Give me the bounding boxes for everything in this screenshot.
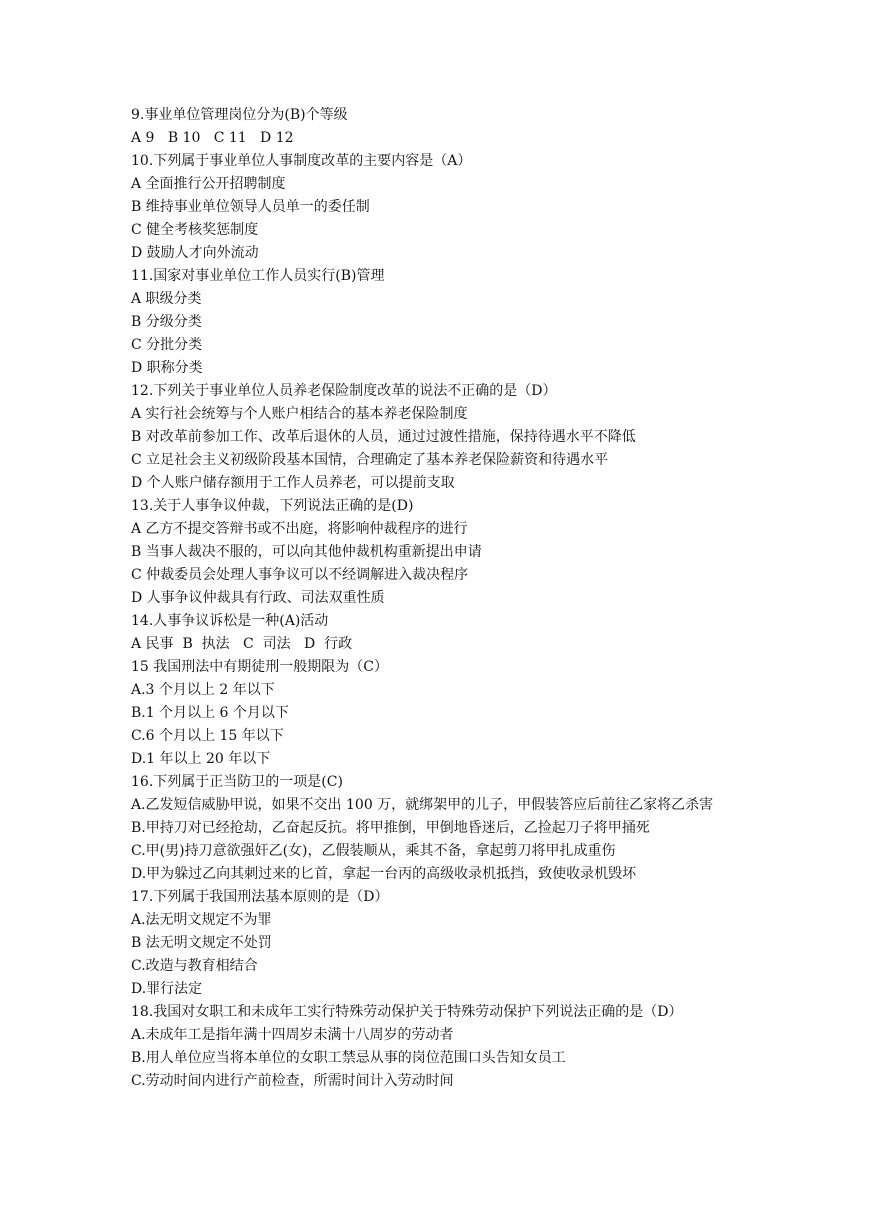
text-line: C.甲(男)持刀意欲强奸乙(女)，乙假装顺从，乘其不备，拿起剪刀将甲扎成重伤 xyxy=(131,843,616,859)
text-line: C.劳动时间内进行产前检查，所需时间计入劳动时间 xyxy=(131,1073,454,1089)
text-line: B 法无明文规定不处罚 xyxy=(131,935,272,951)
text-line: B 分级分类 xyxy=(131,314,202,330)
text-line: D 鼓励人才向外流动 xyxy=(131,245,259,261)
text-line: D 职称分类 xyxy=(131,360,203,376)
text-line: A.法无明文规定不为罪 xyxy=(131,912,272,928)
text-line: A.3 个月以上 2 年以下 xyxy=(131,682,275,698)
text-line: A 9 B 10 C 11 D 12 xyxy=(131,130,294,146)
text-line: B.甲持刀对已经抢劫，乙奋起反抗。将甲推倒，甲倒地昏迷后，乙捡起刀子将甲捅死 xyxy=(131,820,650,836)
text-line: C 仲裁委员会处理人事争议可以不经调解进入裁决程序 xyxy=(131,567,469,583)
text-line: 9.事业单位管理岗位分为(B)个等级 xyxy=(131,107,348,123)
text-line: C.改造与教育相结合 xyxy=(131,958,258,974)
text-line: B 对改革前参加工作、改革后退休的人员，通过过渡性措施，保持待遇水平不降低 xyxy=(131,429,636,445)
text-line: C 健全考核奖惩制度 xyxy=(131,222,259,238)
text-line: B.用人单位应当将本单位的女职工禁忌从事的岗位范围口头告知女员工 xyxy=(131,1050,566,1066)
text-line: A 实行社会统筹与个人账户相结合的基本养老保险制度 xyxy=(131,406,468,422)
text-line: A.未成年工是指年满十四周岁未满十八周岁的劳动者 xyxy=(131,1027,454,1043)
text-line: 13.关于人事争议仲裁，下列说法正确的是(D) xyxy=(131,498,414,514)
text-line: B.1 个月以上 6 个月以下 xyxy=(131,705,289,721)
text-line: B 维持事业单位领导人员单一的委任制 xyxy=(131,199,370,215)
text-line: C 立足社会主义初级阶段基本国情，合理确定了基本养老保险薪资和待遇水平 xyxy=(131,452,609,468)
text-line: D 人事争议仲裁具有行政、司法双重性质 xyxy=(131,590,385,606)
text-line: 11.国家对事业单位工作人员实行(B)管理 xyxy=(131,268,385,284)
text-line: A.乙发短信威胁甲说，如果不交出 100 万，就绑架甲的儿子，甲假装答应后前往乙家将乙杀害 xyxy=(131,797,714,813)
text-line: A 乙方不提交答辩书或不出庭，将影响仲裁程序的进行 xyxy=(131,521,468,537)
text-line: 18.我国对女职工和未成年工实行特殊劳动保护关于特殊劳动保护下列说法正确的是（D） xyxy=(131,1004,683,1020)
document-body xyxy=(131,104,771,1093)
text-line: D.罪行法定 xyxy=(131,981,203,997)
text-line: 17.下列属于我国刑法基本原则的是（D） xyxy=(131,889,389,905)
text-line: 16.下列属于正当防卫的一项是(C) xyxy=(131,774,343,790)
text-line: D.甲为躲过乙向其刺过来的匕首，拿起一台丙的高级收录机抵挡，致使收录机毁坏 xyxy=(131,866,637,882)
text-line: A 民事 B 执法 C 司法 D 行政 xyxy=(131,636,353,652)
text-line: 10.下列属于事业单位人事制度改革的主要内容是（A） xyxy=(131,153,472,169)
text-line: 14.人事争议诉松是一种(A)活动 xyxy=(131,613,329,629)
text-line: D.1 年以上 20 年以下 xyxy=(131,751,271,767)
text-line: C 分批分类 xyxy=(131,337,203,353)
text-line: 15 我国刑法中有期徒刑一般期限为（C） xyxy=(131,659,388,675)
text-line: A 职级分类 xyxy=(131,291,202,307)
text-line: 12.下列关于事业单位人员养老保险制度改革的说法不正确的是（D） xyxy=(131,383,557,399)
text-line: D 个人账户储存额用于工作人员养老，可以提前支取 xyxy=(131,475,455,491)
text-line: B 当事人裁决不服的，可以向其他仲裁机构重新提出申请 xyxy=(131,544,482,560)
text-line: A 全面推行公开招聘制度 xyxy=(131,176,286,192)
text-line: C.6 个月以上 15 年以下 xyxy=(131,728,284,744)
